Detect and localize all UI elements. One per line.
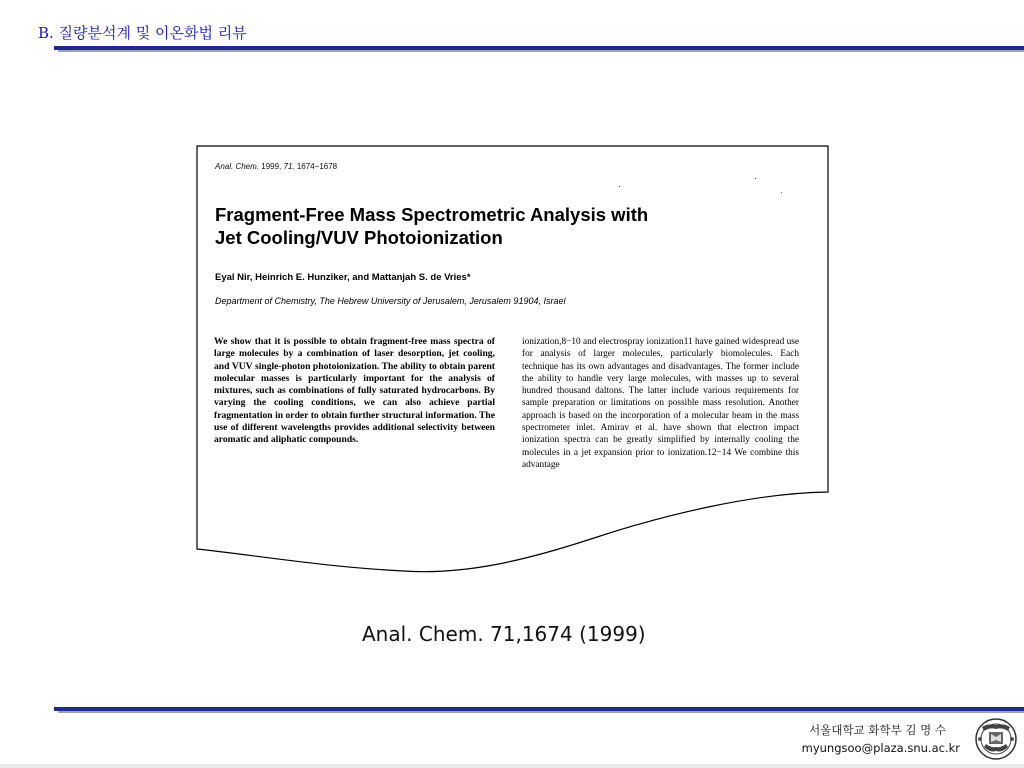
header-rule-shadow — [58, 50, 1024, 52]
article-title — [215, 203, 815, 249]
article-affiliation: Department of Chemistry, The Hebrew University of Jerusalem, Jerusalem 91904, Israel — [215, 296, 566, 306]
citation-year: 1999, — [259, 162, 284, 171]
footer-affiliation: 서울대학교 화학부 김 명 수 — [809, 723, 946, 737]
bottom-strip — [0, 764, 1024, 768]
article-authors: Eyal Nir, Heinrich E. Hunziker, and Mattanjah S. de Vries* — [215, 272, 471, 283]
journal-name: Anal. Chem. — [215, 162, 260, 171]
article-title-line-1: Fragment-Free Mass Spectrometric Analysis with — [215, 204, 649, 225]
article-abstract: We show that it is possible to obtain fragment-free mass spectra of large molecules by a combination of laser desorption, jet cooling, and VUV single-photon photoionization. The ability to obtain parent molecular masses is particularly important for the analysis of mixtures, such as combinations of fully saturated hydrocarbons. By varying the cooling conditions, we can also achieve partial fragmentation in order to obtain further structural information. The use of different wavelengths provides additional selectivity between aromatic and aliphatic compounds. — [214, 336, 495, 446]
article-body-text: ionization,8−10 and electrospray ionization11 have gained widespread use for analysis of larger molecules, particularly biomolecules. Each technique has its own advantages and disadvantages. The former include the ability to handle very large molecules, with masses up to several hundred thousand daltons. The latter include various requirements for sample preparation or limitations on possible mass resolution. Another approach is based on the incorporation of a molecular beam in the mass spectrometer inlet. Amirav et al. have shown that electron impact ionization spectra can be greatly simplified by internally cooling the molecules in a jet expansion prior to ionization.12−14 We combine this advantage — [522, 337, 799, 470]
citation-pages: 1674−1678 — [294, 162, 338, 171]
footer-rule-shadow — [58, 711, 1024, 713]
footer-email: myungsoo@plaza.snu.ac.kr — [801, 741, 960, 755]
citation-volume: 71, — [283, 162, 295, 171]
paper-clipping — [197, 146, 825, 566]
university-seal-icon — [974, 717, 1018, 761]
paper-caption: Anal. Chem. 71,1674 (1999) — [362, 622, 646, 646]
slide-title: B. 질량분석계 및 이온화법 리뷰 — [38, 24, 247, 42]
scan-specks — [615, 176, 785, 196]
journal-citation — [215, 162, 337, 171]
article-title-line-2: Jet Cooling/VUV Photoionization — [215, 227, 503, 248]
